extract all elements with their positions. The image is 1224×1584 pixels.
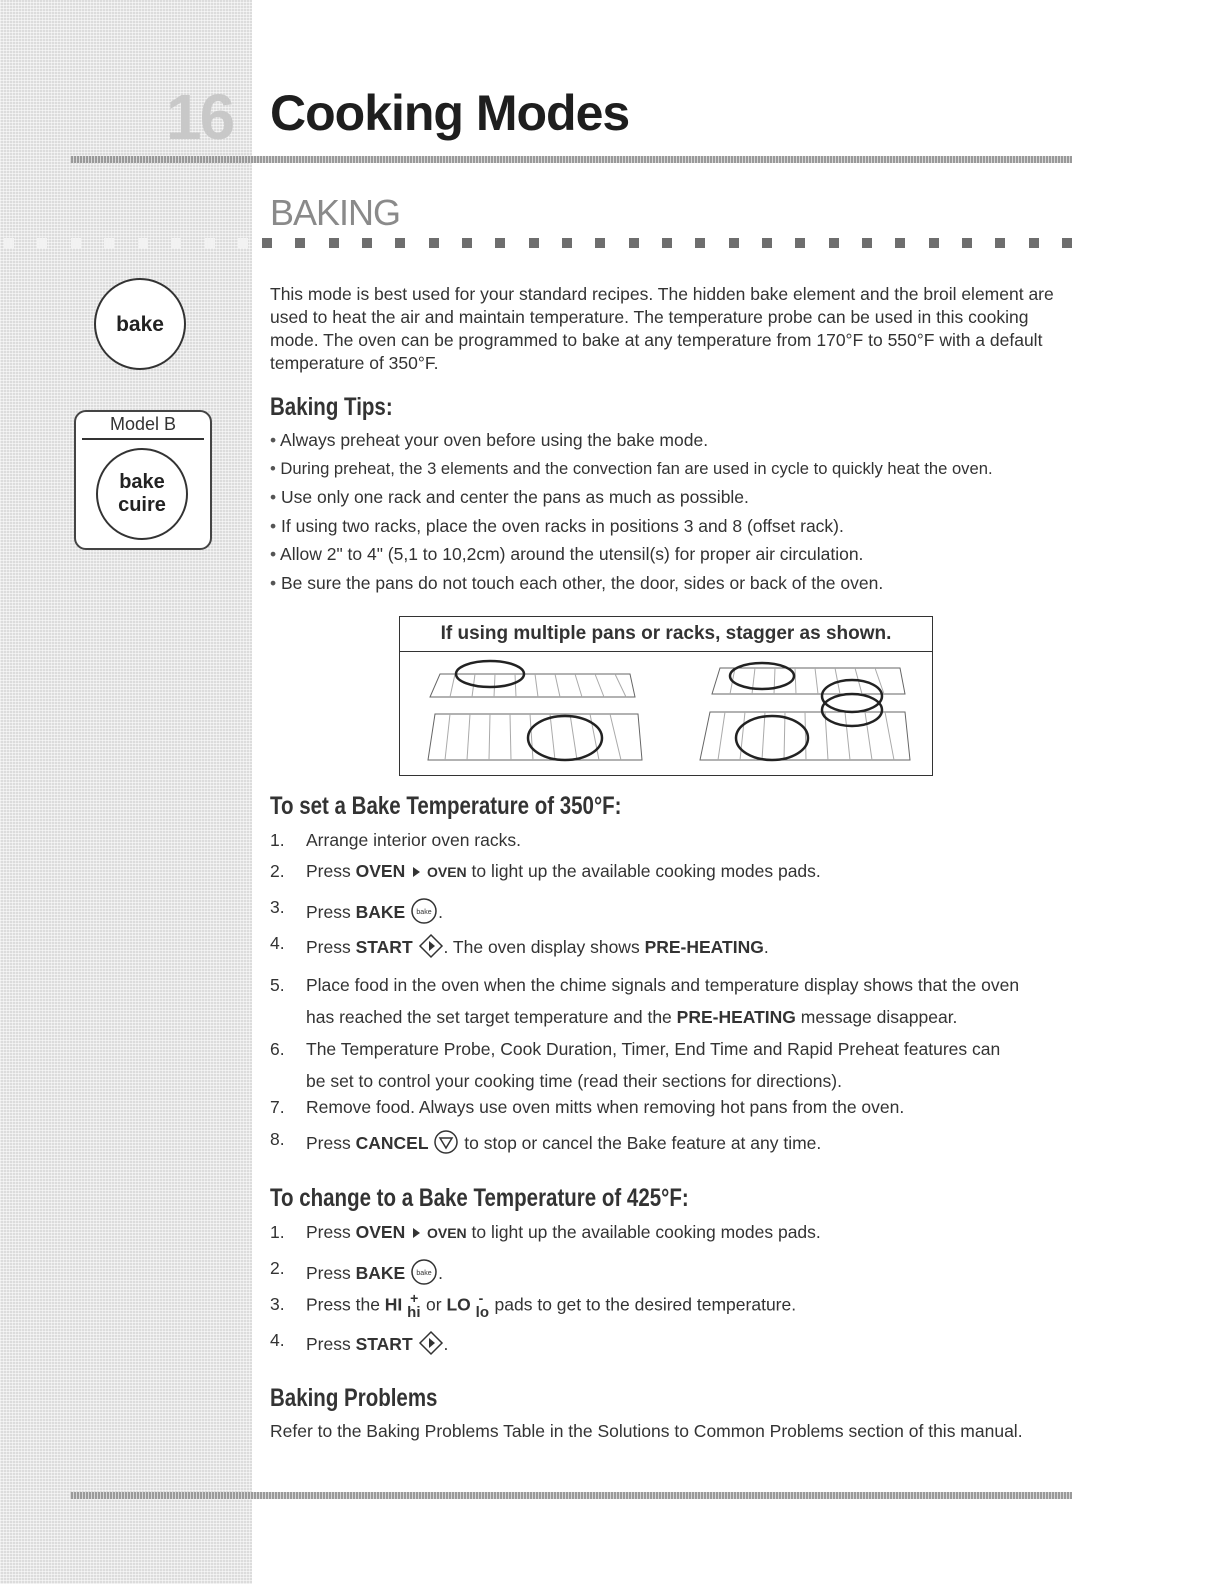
step-item: 6. The Temperature Probe, Cook Duration, Timer, End Time and Rapid Preheat features can be set to control your cooking time (read their sections for directions). [270, 1039, 1001, 1091]
baking-tips-heading: Baking Tips: [270, 393, 393, 421]
decorative-dot-row-left [4, 238, 248, 248]
page-number: 16 [166, 81, 234, 153]
bake-circle-icon [410, 897, 438, 930]
bake-cuire-pad-icon [96, 448, 188, 540]
baking-tips-list [270, 426, 1100, 598]
step-item: 3. Press BAKE bake . [270, 897, 1080, 933]
start-icon [418, 1330, 444, 1361]
cancel-icon [433, 1129, 459, 1160]
tip-item: • Be sure the pans do not touch each other, the door, sides or back of the oven. [270, 569, 1100, 598]
footer-rule [70, 1492, 1072, 1499]
model-b-box [74, 410, 212, 550]
set-425-heading: To change to a Bake Temperature of 425°F: [270, 1184, 689, 1212]
set-425-steps [270, 1222, 1080, 1366]
set-350-heading: To set a Bake Temperature of 350°F: [270, 792, 622, 820]
baking-problems-text: Refer to the Baking Problems Table in the Solutions to Common Problems section of this manual. [270, 1421, 1023, 1441]
step-item: 2. Press OVEN OVEN to light up the available cooking modes pads. [270, 861, 821, 881]
bake-cuire-line2: cuire [118, 494, 166, 516]
model-label: Model B [109, 414, 177, 434]
step-item: 1. Arrange interior oven racks. [270, 830, 521, 850]
bake-pad-label: bake [116, 312, 164, 336]
tip-item: • Always preheat your oven before using the bake mode. [270, 426, 1100, 455]
hi-pad-icon: + hi [407, 1290, 421, 1321]
stagger-title: If using multiple pans or racks, stagger as shown. [400, 617, 932, 652]
stagger-illustration-box [399, 616, 933, 776]
baking-problems-heading: Baking Problems [270, 1384, 438, 1412]
arrow-right-icon [410, 862, 422, 883]
set-350-steps [270, 830, 1080, 1161]
tip-item: • Use only one rack and center the pans as much as possible. [270, 483, 1100, 512]
step-item: 4. Press START . The oven display shows PRE-HEATING. [270, 933, 1080, 969]
step-item: 1. Press OVEN OVEN to light up the available cooking modes pads. [270, 1222, 821, 1242]
step-item: 5. Place food in the oven when the chime signals and temperature display shows that the oven has reached the set target temperature and the PRE-HEATING message disappear. [270, 975, 1020, 1027]
arrow-right-icon [410, 1223, 422, 1244]
step-item: 7. Remove food. Always use oven mitts when removing hot pans from the oven. [270, 1097, 905, 1117]
oven-racks-illustration [400, 652, 932, 774]
tip-item: • Allow 2" to 4" (5,1 to 10,2cm) around the utensil(s) for proper air circulation. [270, 540, 1100, 569]
svg-text:bake: bake [416, 909, 432, 916]
svg-text:bake: bake [416, 1270, 432, 1277]
model-divider [82, 438, 204, 440]
decorative-dot-row [262, 238, 1072, 248]
start-icon [418, 933, 444, 964]
section-title: BAKING [270, 192, 401, 233]
step-item: 8. Press CANCEL to stop or cancel the Bake feature at any time. [270, 1129, 1080, 1161]
step-item: 4. Press START . [270, 1330, 1080, 1366]
step-item: 3. Press the HI + hi or LO - lo pads to get to the desired temperature. [270, 1290, 797, 1321]
bake-circle-icon [410, 1258, 438, 1291]
header-rule [70, 156, 1072, 163]
page-title: Cooking Modes [270, 85, 630, 141]
tip-item: • If using two racks, place the oven racks in positions 3 and 8 (offset rack). [270, 512, 1100, 541]
lo-pad-icon: - lo [475, 1290, 489, 1321]
tip-item: • During preheat, the 3 elements and the convection fan are used in cycle to quickly heat the oven. [270, 455, 1100, 484]
step-item: 2. Press BAKE bake . [270, 1258, 1080, 1294]
intro-paragraph: This mode is best used for your standard recipes. The hidden bake element and the broil element are used to heat the air and maintain temperature. The temperature probe can be used in this cooking mode. The oven can be programmed to bake at any temperature from 170°F to 550°F with a default temperature of 350°F. [270, 284, 1054, 373]
bake-cuire-line1: bake [119, 471, 165, 493]
bake-pad-icon [94, 278, 186, 370]
